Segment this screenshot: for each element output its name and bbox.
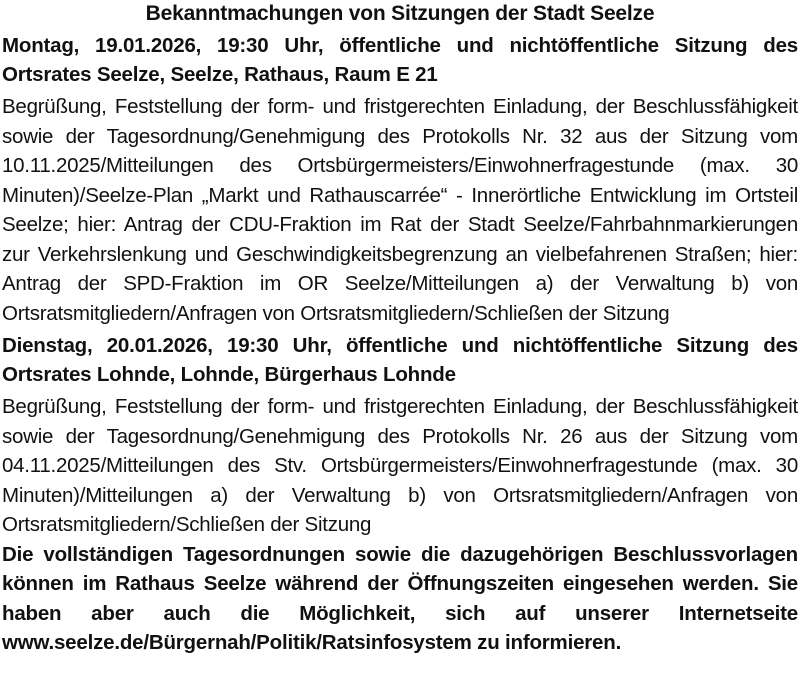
meeting-agenda: Begrüßung, Feststellung der form- und fristgerechten Einladung, der Beschlussfähigkeit sowie der Tagesordnung/Genehmigung des Protokolls Nr. 32 aus der Sitzung vom 10.11.2025/Mitteilungen des Ortsbürgermeisters/Einwohnerfragestunde (max. 30 Minuten)/Seelze-Plan „Markt und Rathauscarrée“ - Innerörtliche Entwicklung im Ortsteil Seelze; hier: Antrag der CDU-Fraktion im Rat der Stadt Seelze/Fahrbahnmarkierungen zur Verkehrslenkung und Geschwindigkeitsbegrenzung an vielbefahrenen Straßen; hier: Antrag der SPD-Fraktion im OR Seelze/Mitteilungen a) der Verwaltung b) von Ortsratsmitgliedern/Anfragen von Ortsratsmitgliedern/Schließen der Sitzung	[2, 95, 798, 325]
meeting-agenda: Begrüßung, Feststellung der form- und fristgerechten Einladung, der Beschlussfähigkeit sowie der Tagesordnung/Genehmigung des Protokolls Nr. 26 aus der Sitzung vom 04.11.2025/Mitteilungen des Stv. Ortsbürgermeisters/Einwohnerfragestunde (max. 30 Minuten)/Mitteilungen a) der Verwaltung b) von Ortsratsmitgliedern/Anfragen von Ortsratsmitgliedern/Schließen der Sitzung	[2, 395, 798, 536]
meeting-heading: Dienstag, 20.01.2026, 19:30 Uhr, öffentliche und nichtöffentliche Sitzung des Ortsrates Lohnde, Lohnde, Bürgerhaus Lohnde	[2, 334, 798, 386]
page-title: Bekanntmachungen von Sitzungen der Stadt Seelze	[145, 2, 655, 25]
closing-notice: Die vollständigen Tagesordnungen sowie die dazugehörigen Beschlussvorlagen können im Rathaus Seelze während der Öffnungszeiten eingesehen werden. Sie haben aber auch die Möglichkeit, sich auf unserer Internetseite www.seelze.de/Bürgernah/Politik/Ratsinfosystem zu informieren.	[2, 542, 798, 654]
meeting-lohnde	[2, 328, 798, 540]
meeting-seelze	[2, 28, 798, 328]
meeting-heading: Montag, 19.01.2026, 19:30 Uhr, öffentliche und nichtöffentliche Sitzung des Ortsrates Seelze, Seelze, Rathaus, Raum E 21	[2, 34, 798, 86]
